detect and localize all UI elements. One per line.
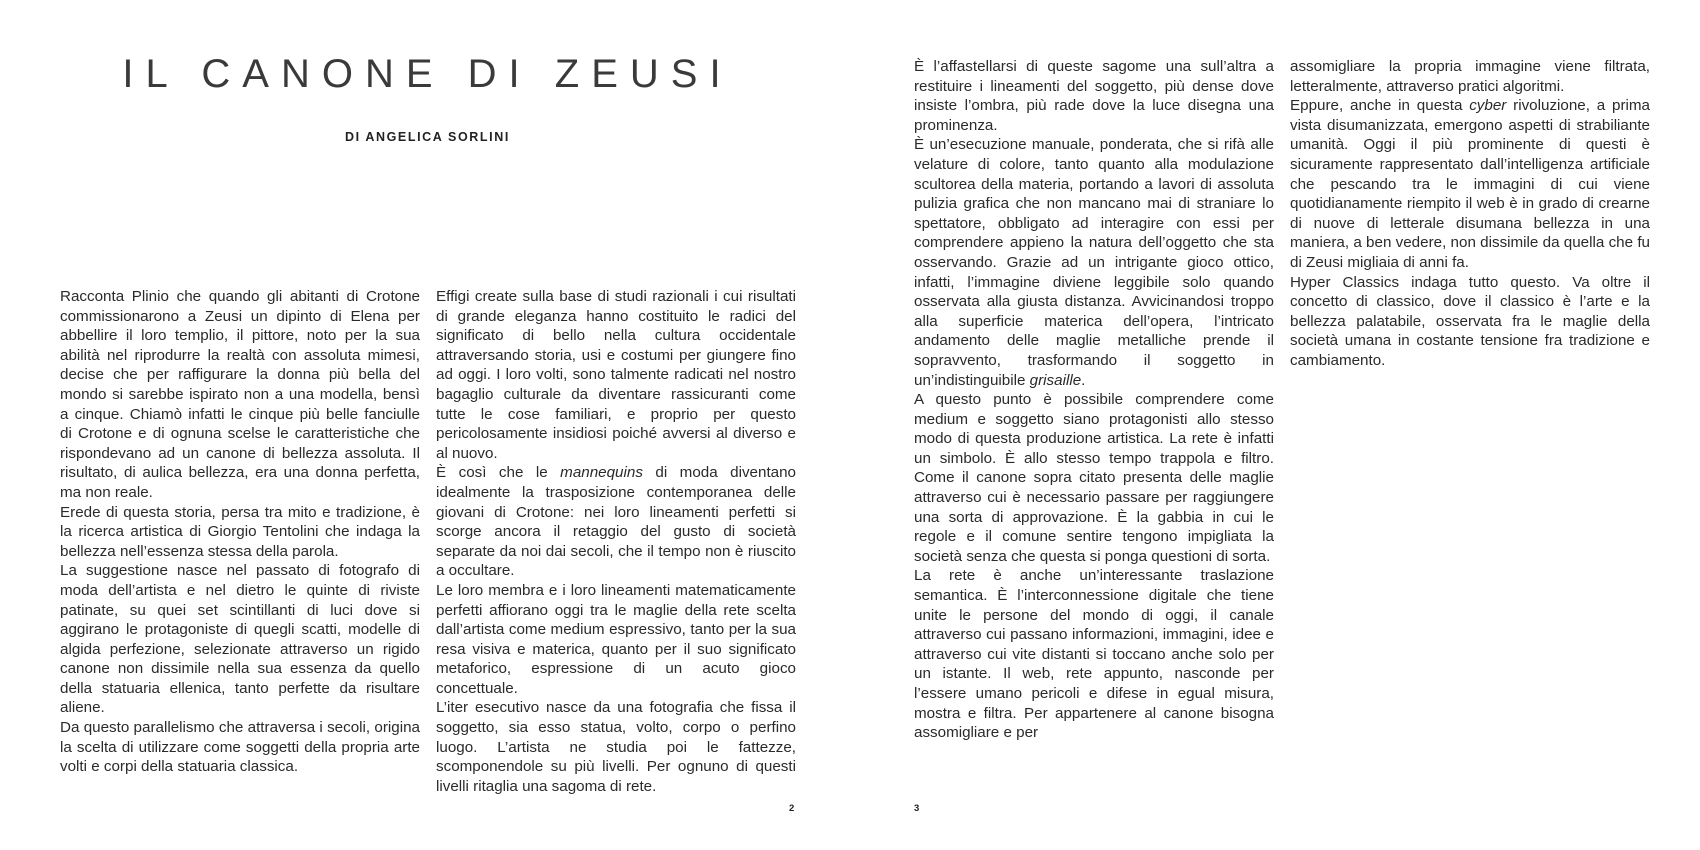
paragraph: È così che le mannequins di moda diventano idealmente la trasposizione contemporanea delle giovani di Crotone: nei loro lineamenti perfetti si scorge ancora il retaggio del gusto di società separate da noi dai secoli, che il tempo non è riuscito a occultare. [436,464,797,580]
paragraph: A questo punto è possibile comprendere come medium e soggetto siano protagonisti allo stesso modo di questa produzione artistica. La rete è infatti un simbolo. È allo stesso tempo trappola e filtro. Come il canone sopra citato presenta delle maglie attraverso cui è necessario passare per raggiungere una sorta di approvazione. È la gabbia in cui le regole e il comune sentire tengono impigliata la società senza che questa si ponga questioni di sorta. [914,391,1274,565]
paragraph: Le loro membra e i loro lineamenti matematicamente perfetti affiorano oggi tra le maglie della rete scelta dall’artista come medium espressivo, tanto per la sua resa visiva e materica, quanto per il suo significato metaforico, espressione di un acuto gioco concettuale. [436,581,796,697]
paragraph: Hyper Classics indaga tutto questo. Va oltre il concetto di classico, dove il classico è l’arte e la bellezza palatabile, osservata fra le maglie della società umana in costante tensione fra tradizione e cambiamento. [1290,273,1650,369]
paragraph: La rete è anche un’interessante traslazione semantica. È l’interconnessione digitale che tiene unite le persone del mondo di oggi, il canale attraverso cui passano informazioni, immagini, idee e attraverso cui vite distanti si toccano anche solo per un istante. Il web, rete appunto, nasconde per l’essere umano pericoli e difese in egual misura, mostra e filtra. Per appartenere al canone bisogna assomigliare e per [914,567,1274,742]
paragraph: Effigi create sulla base di studi razionali i cui risultati di grande eleganza hanno costituito le radici del significato di bello nella cultura occidentale attraversando storia, usi e costumi per giungere fino ad oggi. I loro volti, sono talmente radicati nel nostro bagaglio culturale da diventare rassicuranti come tutte le cose familiari, e proprio per questo pericolosamente insidiosi poiché avversi al diverso e al nuovo. [436,288,796,462]
text-column-2 [436,287,796,796]
text-column-3 [914,57,1274,743]
page-number-left: 2 [789,803,795,814]
paragraph: Da questo parallelismo che attraversa i secoli, origina la scelta di utilizzare come soggetti della propria arte volti e corpi della statuaria classica. [60,719,420,776]
paragraph: Eppure, anche in questa cyber rivoluzione, a prima vista disumanizzata, emergono aspetti di strabiliante umanità. Oggi il più prominente di questi è sicuramente rappresentato dall’intelligenza artificiale che pescando tra le immagini di cui viene quotidianamente riempito il web è in grado di crearne di nuove di letterale disumana bellezza in una maniera, a ben vedere, non dissimile da quella che fu di Zeusi migliaia di anni fa. [1290,97,1650,271]
page-number-right: 3 [914,803,920,814]
text-column-1 [60,287,420,777]
article-byline: DI ANGELICA SORLINI [345,130,510,144]
paragraph: È un’esecuzione manuale, ponderata, che si rifà alle velature di colore, tanto quanto alla modulazione scultorea della materia, portando a lavori di assoluta pulizia grafica che non mancano mai di straniare lo spettatore, obbligato ad interagire con essi per comprendere appieno la natura dell’oggetto che sta osservando. Grazie ad un intrigante gioco ottico, infatti, l’immagine diviene leggibile solo quando osservata alla giusta distanza. Avvicinandosi troppo alla superficie materica dell’opera, l’intricato andamento delle maglie metalliche prende il sopravvento, trasformando il soggetto in un’indistinguibile grisaille. [914,136,1274,389]
article-title: IL CANONE DI ZEUSI [122,52,733,96]
paragraph: La suggestione nasce nel passato di fotografo di moda dell’artista e nel dietro le quinte di riviste patinate, su quei set scintillanti di luci dove si aggirano le protagoniste di quegli scatti, modelle di algida perfezione, selezionate attraverso un rigido canone non dissimile nella sua essenza da quello della statuaria ellenica, tanto perfette da risultare aliene. [60,562,420,717]
paragraph: Racconta Plinio che quando gli abitanti di Crotone commissionarono a Zeusi un dipinto di Elena per abbellire il loro templio, il pittore, noto per la sua abilità nel riprodurre la realtà con assoluta mimesi, decise che per raffigurare la donna più bella del mondo si sarebbe ispirato non a una modella, bensì a cinque. Chiamò infatti le cinque più belle fanciulle di Crotone e di ognuna scelse le caratteristiche che rispondevano ad un canone di bellezza assoluta. Il risultato, di aulica bellezza, era una donna perfetta, ma non reale. [60,288,420,501]
paragraph: Erede di questa storia, persa tra mito e tradizione, è la ricerca artistica di Giorgio Tentolini che indaga la bellezza nell’essenza stessa della parola. [60,503,420,560]
paragraph: L’iter esecutivo nasce da una fotografia che fissa il soggetto, sia esso statua, volto, corpo o perfino luogo. L’artista ne studia poi le fattezze, scomponendole su più livelli. Per ognuno di questi livelli ritaglia una sagoma di rete. [436,699,796,795]
text-column-4 [1290,57,1650,371]
paragraph: È l’affastellarsi di queste sagome una sull’altra a restituire i lineamenti del soggetto, più dense dove insiste l’ombra, più rade dove la luce disegna una prominenza. [914,58,1274,134]
paragraph: assomigliare la propria immagine viene filtrata, letteralmente, attraverso pratici algoritmi. [1290,58,1650,95]
